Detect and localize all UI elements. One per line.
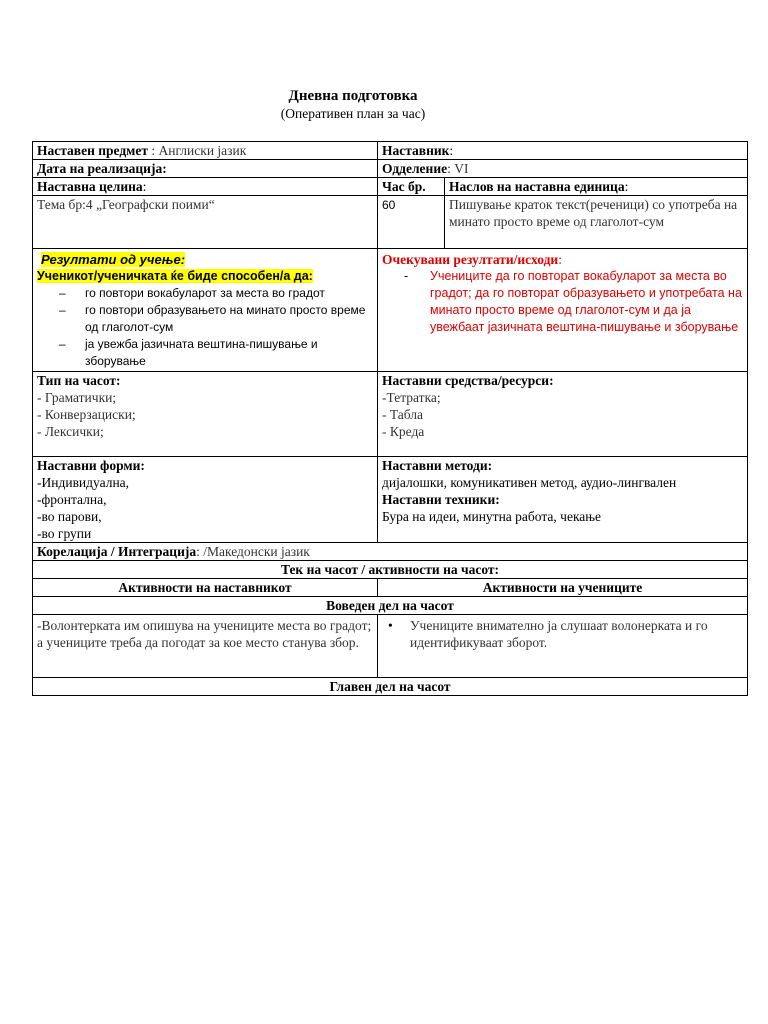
correlation-value: : /Македонски јазик (196, 544, 310, 559)
subject-value: : Англиски јазик (147, 143, 247, 158)
class-type-item: - Лексички; (37, 424, 104, 439)
resource-item: -Тетратка; (382, 390, 441, 405)
cell-hours-label (378, 178, 445, 196)
expected-label: Очекувани резултати/исходи (382, 252, 559, 267)
unit-value: Тема бр:4 „Географски поими“ (37, 197, 215, 212)
methods-value: дијалошки, комуникативен метод, аудио-лингвален (382, 475, 677, 490)
row-unit-labels (33, 178, 748, 196)
class-type-label: Тип на часот: (37, 373, 121, 388)
row-flow-header (33, 561, 748, 579)
form-item: -Индивидуална, (37, 475, 130, 490)
expected-suffix: : (558, 252, 562, 267)
class-label: Одделение (382, 161, 448, 176)
row-unit-values (33, 196, 748, 249)
row-forms-methods (33, 457, 748, 543)
row-activity-columns (33, 579, 748, 597)
intro-student-item: • Учениците внимателно ја слушаат волонерката и го идентификуваат зборот. (388, 618, 708, 650)
unit-suffix: : (142, 179, 147, 194)
row-intro-activities (33, 615, 748, 678)
cell-correlation (33, 543, 748, 561)
lesson-title-value: Пишување краток текст(реченици) со употреба на минато просто време од глаголот-сум (449, 197, 738, 229)
class-type-item: - Конверзациски; (37, 407, 136, 422)
cell-unit-value (33, 196, 378, 249)
correlation-label: Корелација / Интеграција (37, 544, 197, 559)
intro-section-header: Воведен дел на часот (33, 597, 748, 615)
row-date (33, 160, 748, 178)
techniques-label: Наставни техники: (382, 492, 500, 507)
cell-learning-outcomes (33, 249, 378, 372)
unit-label: Наставна целина (37, 179, 143, 194)
row-main-header (33, 678, 748, 696)
row-outcomes (33, 249, 748, 372)
date-label: Дата на реализација: (37, 161, 167, 176)
expected-item: - Учениците да го повторат вокабуларот за места во градот; да го повторат образувањето и употребата на минато просто време од глаголот-сум и да ја увежбаат јазичната вештина-пишување и зборување (404, 269, 742, 334)
lesson-title-label: Наслов на наставна единица (449, 179, 625, 194)
resources-label: Наставни средства/ресурси: (382, 373, 554, 388)
cell-hours-value (378, 196, 445, 249)
cell-intro-student (378, 615, 748, 678)
teacher-suffix: : (449, 143, 454, 158)
document-subtitle: (Оперативен план за час) (280, 106, 426, 121)
teacher-label: Наставник (382, 143, 450, 158)
outcomes-student-line: Ученикот/ученичката ќе биде способен/а да: (37, 269, 313, 283)
teacher-activities-header: Активности на наставникот (33, 579, 378, 597)
outcome-item: – го повтори образувањето на минато просто време од глаголот-сум (59, 303, 366, 334)
form-item: -во парови, (37, 509, 102, 524)
form-item: -во групи (37, 526, 92, 541)
row-correlation (33, 543, 748, 561)
cell-resources (378, 372, 748, 457)
row-type-resources (33, 372, 748, 457)
techniques-value: Бура на идеи, минутна работа, чекање (382, 509, 602, 524)
cell-lesson-title-label (445, 178, 748, 196)
outcome-item: – ја увежба јазичната вештина-пишување и зборување (59, 337, 318, 368)
cell-unit-label (33, 178, 378, 196)
cell-intro-teacher (33, 615, 378, 678)
cell-expected-outcomes (378, 249, 748, 372)
outcomes-label: Резултати од учење: (41, 252, 186, 267)
dash-mark: – (59, 303, 66, 317)
hours-value: 60 (382, 198, 396, 212)
class-value: : VI (447, 161, 469, 176)
row-subject (33, 142, 748, 160)
document-title: Дневна подготовка (288, 88, 418, 104)
hours-label: Час бр. (382, 179, 426, 194)
expected-list (382, 268, 743, 336)
cell-class (378, 160, 748, 178)
dash-mark: – (59, 286, 66, 300)
cell-lesson-title-value (445, 196, 748, 249)
dash-mark: – (59, 337, 66, 351)
cell-teacher (378, 142, 748, 160)
forms-label: Наставни форми: (37, 458, 145, 473)
resource-item: - Креда (382, 424, 425, 439)
methods-label: Наставни методи: (382, 458, 493, 473)
cell-subject (33, 142, 378, 160)
intro-student-list (382, 617, 743, 651)
class-type-item: - Граматички; (37, 390, 117, 405)
lesson-plan-table (32, 141, 748, 696)
dash-mark: - (404, 269, 409, 283)
main-section-header: Главен дел на часот (33, 678, 748, 696)
flow-header: Тек на часот / активности на часот: (33, 561, 748, 579)
intro-teacher-activity: -Волонтерката им опишува на учениците места во градот; а учениците треба да погодат за кое место станува збор. (37, 618, 372, 650)
outcome-item: – го повтори вокабуларот за места во градот (59, 286, 325, 300)
form-item: -фронтална, (37, 492, 107, 507)
outcomes-list (37, 285, 373, 370)
resource-item: - Табла (382, 407, 424, 422)
student-activities-header: Активности на учениците (378, 579, 748, 597)
cell-methods (378, 457, 748, 543)
subject-label: Наставен предмет (37, 143, 148, 158)
cell-forms (33, 457, 378, 543)
bullet-mark: • (388, 618, 393, 633)
lesson-title-suffix: : (624, 179, 629, 194)
cell-class-type (33, 372, 378, 457)
cell-date (33, 160, 378, 178)
row-intro-header (33, 597, 748, 615)
